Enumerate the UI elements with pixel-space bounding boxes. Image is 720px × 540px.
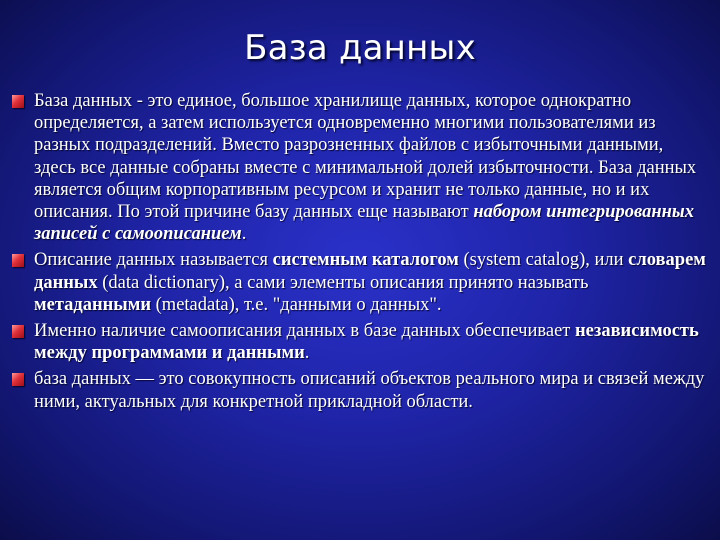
term-independence: независимость между программами и данными [34,321,699,364]
bullet-text-part: база данных — это совокупность описаний объектов реального мира и связей между ними, актуальных для конкретной прикладной области. [34,369,705,412]
square-bullet-icon [12,254,24,267]
slide-title: База данных [244,28,476,68]
bullet-summary [12,368,706,412]
term-metadata: метаданными [34,294,152,315]
bullet-independence [12,320,706,364]
bullet-metadata [12,249,706,316]
bullet-text [34,368,706,412]
bullet-text-part: База данных - это единое, большое хранилище данных, которое однократно определяется, а затем используется одновременно многими пользователями из разных подразделений. Вместо разрозненных файлов с избыточными данными, здесь все данные собраны вместе с минимальной долей избыточности. База данных является общим корпоративным ресурсом и хранит не только данные, но и их описания. По этой причине базу данных еще называют [34,91,697,223]
bullet-text-part: Описание данных называется [34,250,273,271]
emphasis-term: набором интегрированных записей с самоописанием [34,202,694,245]
term-system-catalog: системным каталогом [272,250,459,271]
bullet-text-part: Именно наличие самоописания данных в базе данных обеспечивает [34,321,576,342]
bullet-text [34,90,706,245]
bullet-text-part: (metadata), т.е. "данными о данных". [151,294,442,315]
bullet-definition [12,90,706,245]
term-data-dictionary: словарем данных [34,250,706,293]
bullet-text [34,249,706,316]
bullet-text [34,320,706,364]
bullet-text-part: . [304,343,310,364]
slide-body [12,90,706,417]
bullet-text-part: . [241,224,247,245]
square-bullet-icon [12,95,24,108]
square-bullet-icon [12,373,24,386]
square-bullet-icon [12,325,24,338]
bullet-text-part: (data dictionary), а сами элементы описания принято называть [97,272,589,293]
bullet-text-part: (system catalog), или [458,250,629,271]
